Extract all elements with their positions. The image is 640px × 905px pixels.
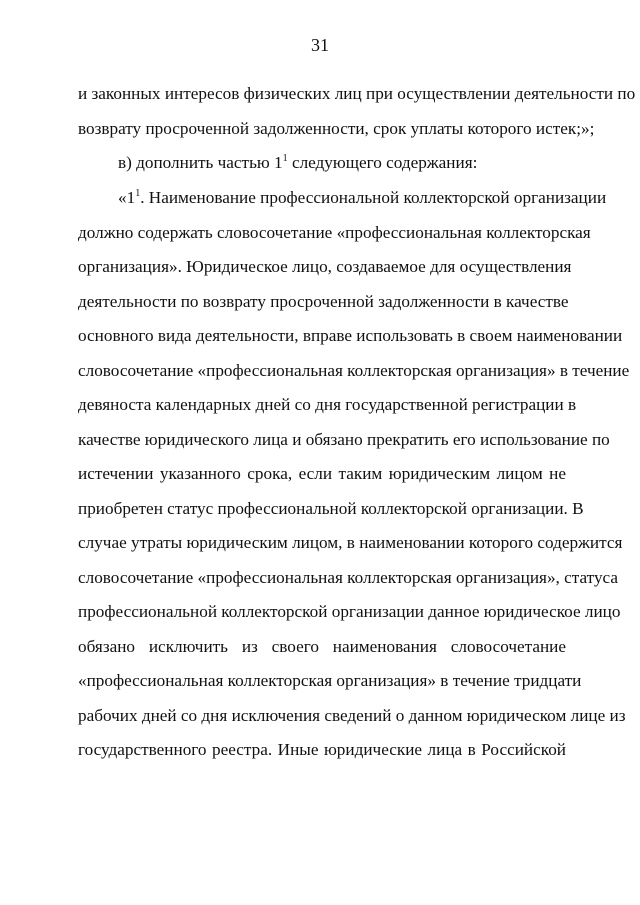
superscript: 1 — [282, 153, 288, 164]
text-line: «профессиональная коллекторская организация» в течение тридцати — [78, 671, 582, 690]
amendment-intro: в) дополнить частью 1 — [118, 153, 283, 172]
text-line: качестве юридического лица и обязано прекратить его использование по — [78, 430, 610, 449]
text-line: возврату просроченной задолженности, срок уплаты которого истек;»; — [78, 119, 595, 138]
text-line: случае утраты юридическим лицом, в наименовании которого содержится — [78, 533, 623, 552]
paragraph-start: . Наименование профессиональной коллекторской организации — [140, 188, 607, 207]
quote-start: «1 — [118, 188, 136, 207]
page-number: 31 — [311, 35, 329, 55]
text-line: основного вида деятельности, вправе использовать в своем наименовании — [78, 326, 623, 345]
text-line: истечении указанного срока, если таким юридическим лицом не — [78, 464, 566, 483]
text-line: обязано исключить из своего наименования словосочетание — [78, 637, 566, 656]
text-line: государственного реестра. Иные юридические лица в Российской — [78, 740, 566, 759]
text-line: и законных интересов физических лиц при осуществлении деятельности по — [78, 84, 636, 103]
superscript: 1 — [135, 188, 141, 199]
text-line: рабочих дней со дня исключения сведений о данном юридическом лице из — [78, 706, 626, 725]
text-line: приобретен статус профессиональной коллекторской организации. В — [78, 499, 584, 518]
text-line: словосочетание «профессиональная коллекторская организация», статуса — [78, 568, 619, 587]
text-line: девяноста календарных дней со дня государственной регистрации в — [78, 395, 577, 414]
text-line: профессиональной коллекторской организации данное юридическое лицо — [78, 602, 621, 621]
text-line-paragraph-start — [118, 187, 607, 209]
text-line: деятельности по возврату просроченной задолженности в качестве — [78, 292, 569, 311]
text-line: должно содержать словосочетание «профессиональная коллекторская — [78, 223, 591, 242]
text-line-amendment — [118, 152, 566, 174]
text-line: организация». Юридическое лицо, создаваемое для осуществления — [78, 257, 572, 276]
text-line: словосочетание «профессиональная коллекторская организация» в течение — [78, 361, 630, 380]
amendment-intro-rest: следующего содержания: — [291, 153, 478, 172]
